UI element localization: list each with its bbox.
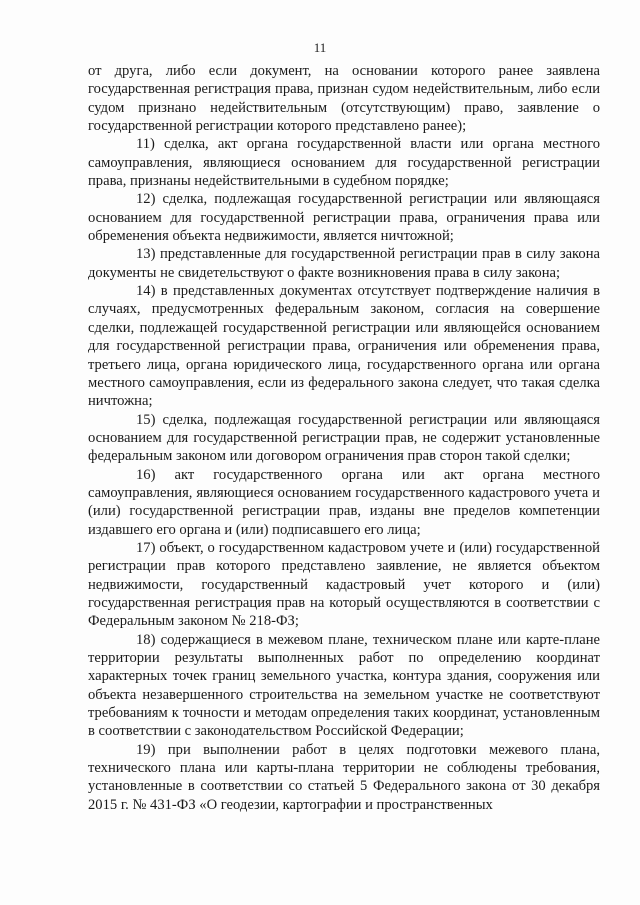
paragraph-continuation: от друга, либо если документ, на основании которого ранее заявлена государственная регистрация права, признан судом недействительным, либо если судом признано недействительным (отсутствующим) право, заявление о государственной регистрации которого представлено ранее);: [88, 63, 600, 135]
paragraph-item-13: 13) представленные для государственной регистрации прав в силу закона документы не свидетельствуют о факте возникновения права в силу закона;: [88, 246, 600, 281]
paragraph-item-17: 17) объект, о государственном кадастровом учете и (или) государственной регистрации прав которого представлено заявление, не является объектом недвижимости, государственный кадастровый учет которого и (или) государственная регистрация прав на который осуществляются в соответствии с Федеральным законом № 218-ФЗ;: [88, 539, 600, 630]
paragraph-item-15: 15) сделка, подлежащая государственной регистрации или являющаяся основанием для государственной регистрации прав, не содержит установленные федеральным законом или договором ограничения прав сторон такой сделки;: [88, 411, 600, 465]
paragraph-item-16: 16) акт государственного органа или акт органа местного самоуправления, являющиеся основанием государственного кадастрового учета и (или) государственной регистрации прав, изданы вне пределов компетенции издавшего его органа и (или) подписавшего его лица;: [88, 466, 600, 538]
paragraph-item-12: 12) сделка, подлежащая государственной регистрации или являющаяся основанием для государственной регистрации права, ограничения права или обременения объекта недвижимости, является ничтожной;: [88, 191, 600, 245]
paragraph-item-11: 11) сделка, акт органа государственной власти или органа местного самоуправления, являющиеся основанием для государственной регистрации права, признаны недействительными в судебном порядке;: [88, 136, 600, 190]
document-body: [88, 62, 600, 814]
paragraph-item-14: 14) в представленных документах отсутствует подтверждение наличия в случаях, предусмотренных федеральным законом, согласия на совершение сделки, подлежащей государственной регистрации или являющейся основанием для государственной регистрации права, ограничения или обременения права, третьего лица, органа юридического лица, государственного органа или органа местного самоуправления, если из федерального закона следует, что такая сделка ничтожна;: [88, 283, 600, 410]
page-number: 11: [313, 40, 327, 55]
paragraph-item-19: 19) при выполнении работ в целях подготовки межевого плана, технического плана или карты-плана территории не соблюдены требования, установленные в соответствии со статьей 5 Федерального закона от 30 декабря 2015 г. № 431-ФЗ «О геодезии, картографии и пространственных: [88, 741, 600, 813]
paragraph-item-18: 18) содержащиеся в межевом плане, техническом плане или карте-плане территории результаты выполненных работ по определению координат характерных точек границ земельного участка, контура здания, сооружения или объекта незавершенного строительства на земельном участке не соответствуют требованиям к точности и методам определения таких координат, установленным в соответствии с законодательством Российской Федерации;: [88, 631, 600, 740]
